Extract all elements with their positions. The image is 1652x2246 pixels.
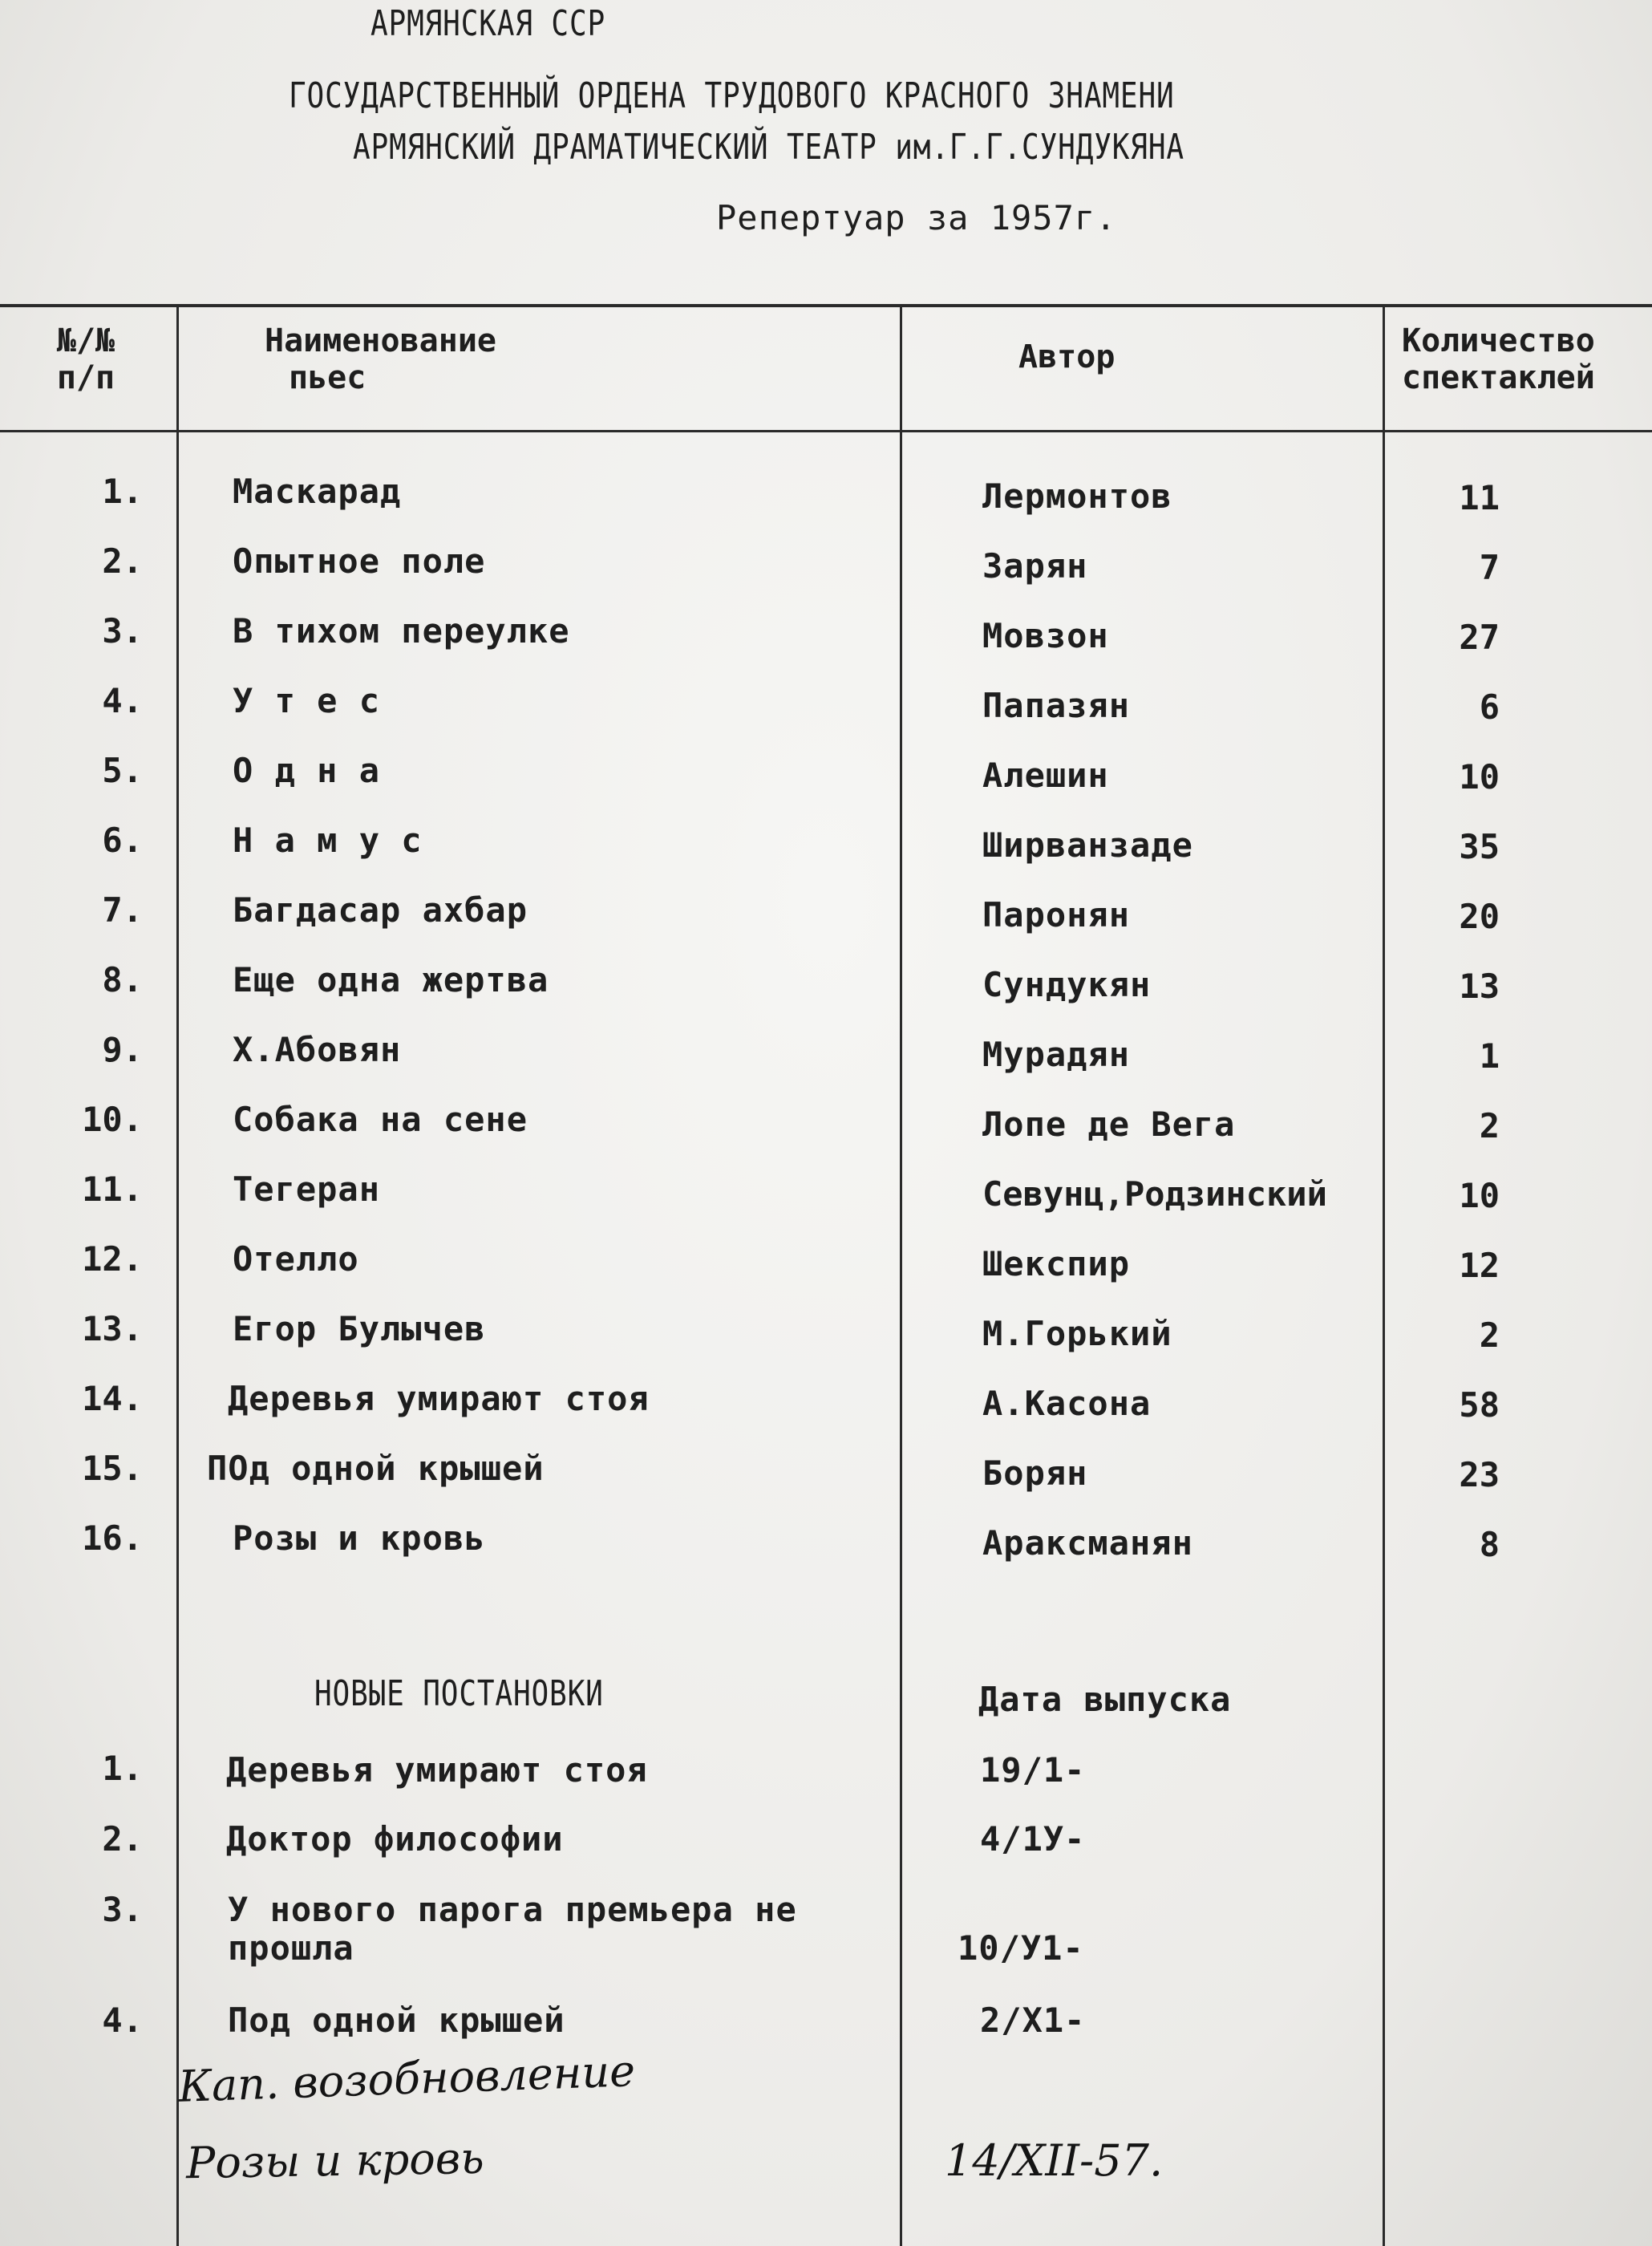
column-divider-3 xyxy=(1383,305,1385,2246)
new-productions-heading: НОВЫЕ ПОСТАНОВКИ xyxy=(314,1673,604,1714)
document-page: АРМЯНСКАЯ ССР ГОСУДАРСТВЕННЫЙ ОРДЕНА ТРУДОВОГО КРАСНОГО ЗНАМЕНИ АРМЯНСКИЙ ДРАМАТИЧЕСКИЙ ТЕАТР им.Г.Г.СУНДУКЯНА Репертуар за 1957г. №/№ п/п Наименование пьес Автор Количество спектаклей 1. Маскарад Лермонтов 11 2. Опытное поле Зарян 7 3. В тихом переулке Мовзон 27 4. У т е с Папазян 6 5. О д н а Алешин 10 6. Н а м у с Ширванзаде 35 7. Багдасар ахбар Паронян 20 8. Еще одна жертва Сундукян 13 9. Х.Абовян Мурадян 1 10. Собака на сене Лопе де Вега 2 11. Тегеран Севунц,Родзинский 10 12. Отелло Шекспир 12 13. Егор Булычев М.Горький 2 14. Деревья умирают стоя А.Касона 58 15. ПОд одной крышей Борян 23 16. Розы и кровь Араксманян 8 НОВЫЕ ПОСТАНОВКИ Дата выпуска 1. Деревья умирают стоя 19/1- 2. Доктор философии 4/1У- 3. У нового парога премьера не прошла 10/У1- 4. Под одной крышей 2/Х1- Кап. возобновление Розы и кровь 14/XII-57. xyxy=(0,0,1652,2246)
organization-line-1: ГОСУДАРСТВЕННЫЙ ОРДЕНА ТРУДОВОГО КРАСНОГО ЗНАМЕНИ xyxy=(289,75,1175,116)
document-subtitle: Репертуар за 1957г. xyxy=(716,198,1117,237)
header-performance-count: Количество спектаклей xyxy=(1402,322,1595,396)
header-number: №/№ п/п xyxy=(56,322,115,396)
table-top-rule xyxy=(0,304,1652,307)
column-divider-2 xyxy=(900,305,902,2246)
column-divider-1 xyxy=(176,305,179,2246)
header-title: Наименование пьес xyxy=(265,322,496,396)
handwritten-date: 14/XII-57. xyxy=(945,2135,1164,2186)
republic-heading: АРМЯНСКАЯ ССР xyxy=(370,3,606,44)
release-date-heading: Дата выпуска xyxy=(978,1680,1232,1719)
table-header-rule xyxy=(0,430,1652,432)
header-author: Автор xyxy=(1018,339,1116,375)
handwritten-note: Кап. возобновление xyxy=(177,2045,637,2112)
handwritten-title: Розы и кровь xyxy=(185,2132,485,2189)
organization-line-2: АРМЯНСКИЙ ДРАМАТИЧЕСКИЙ ТЕАТР им.Г.Г.СУНДУКЯНА xyxy=(353,127,1184,168)
